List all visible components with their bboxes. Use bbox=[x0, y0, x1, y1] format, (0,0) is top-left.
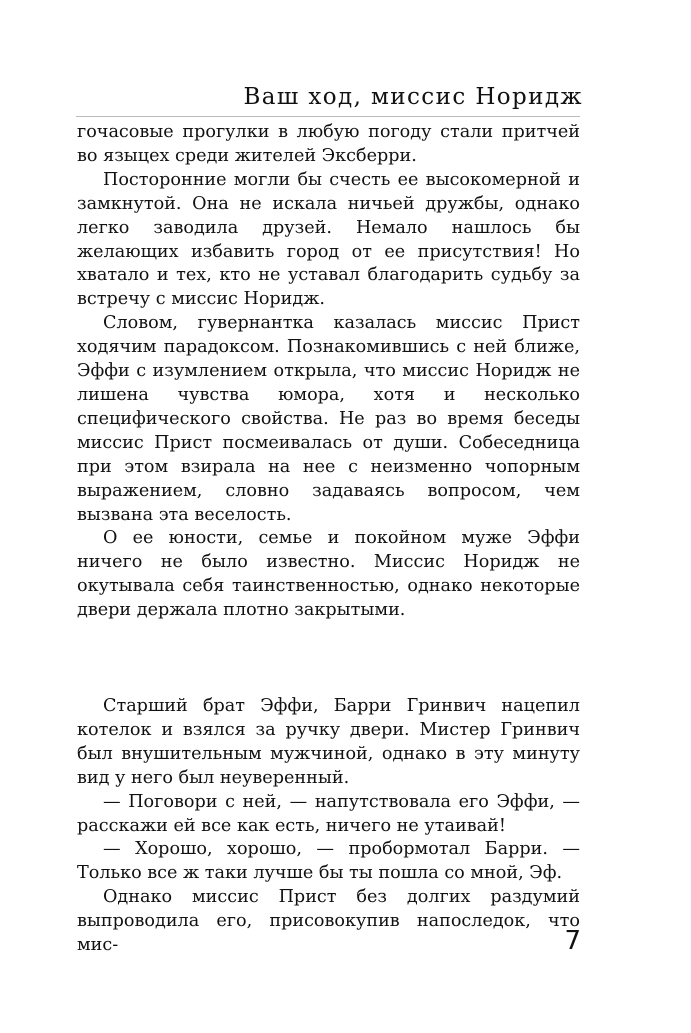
body-text bbox=[77, 121, 580, 958]
paragraph: Посторонние могли бы счесть ее высокомерной и замкнутой. Она не искала ничьей дружбы, однако легко заводила друзей. Немало нашлось бы желающих избавить город от ее присутствия! Но хватало и тех, кто не уставал благодарить судьбу за встречу с миссис Норидж. bbox=[77, 169, 580, 310]
paragraph: гочасовые прогулки в любую погоду стали притчей во языцех среди жителей Эксберри. bbox=[77, 122, 580, 166]
paragraph: Старший брат Эффи, Барри Гринвич нацепил котелок и взялся за ручку двери. Мистер Гринвич был внушительным мужчиной, однако в эту минуту вид у него был неуверенный. bbox=[77, 696, 580, 788]
running-title: Ваш ход, миссис Норидж bbox=[243, 84, 583, 110]
paragraph: Однако миссис Прист без долгих раздумий выпроводила его, присовокупив напоследок, что мис- bbox=[77, 887, 580, 956]
paragraph: — Хорошо, хорошо, — пробормотал Барри. — Только все ж таки лучше бы ты пошла со мной, Эф. bbox=[77, 839, 580, 884]
paragraph: Словом, гувернантка казалась миссис Прист ходячим парадоксом. Познакомившись с ней ближе, Эффи с изумлением открыла, что миссис Норидж не лишена чувства юмора, хотя и несколько специфического свойства. Не раз во время беседы миссис Прист посмеивалась от души. Собеседница при этом взирала на нее с неизменно чопорным выражением, словно задаваясь вопросом, чем вызвана эта веселость. bbox=[77, 313, 580, 525]
page-number: 7 bbox=[564, 926, 581, 956]
paragraph: — Поговори с ней, — напутствовала его Эффи, — расскажи ей все как есть, ничего не утаивай! bbox=[77, 791, 580, 836]
header-rule bbox=[76, 116, 580, 117]
paragraph: О ее юности, семье и покойном муже Эффи ничего не было известно. Миссис Норидж не окутывала себя таинственностью, однако некоторые двери держала плотно закрытыми. bbox=[77, 528, 580, 621]
